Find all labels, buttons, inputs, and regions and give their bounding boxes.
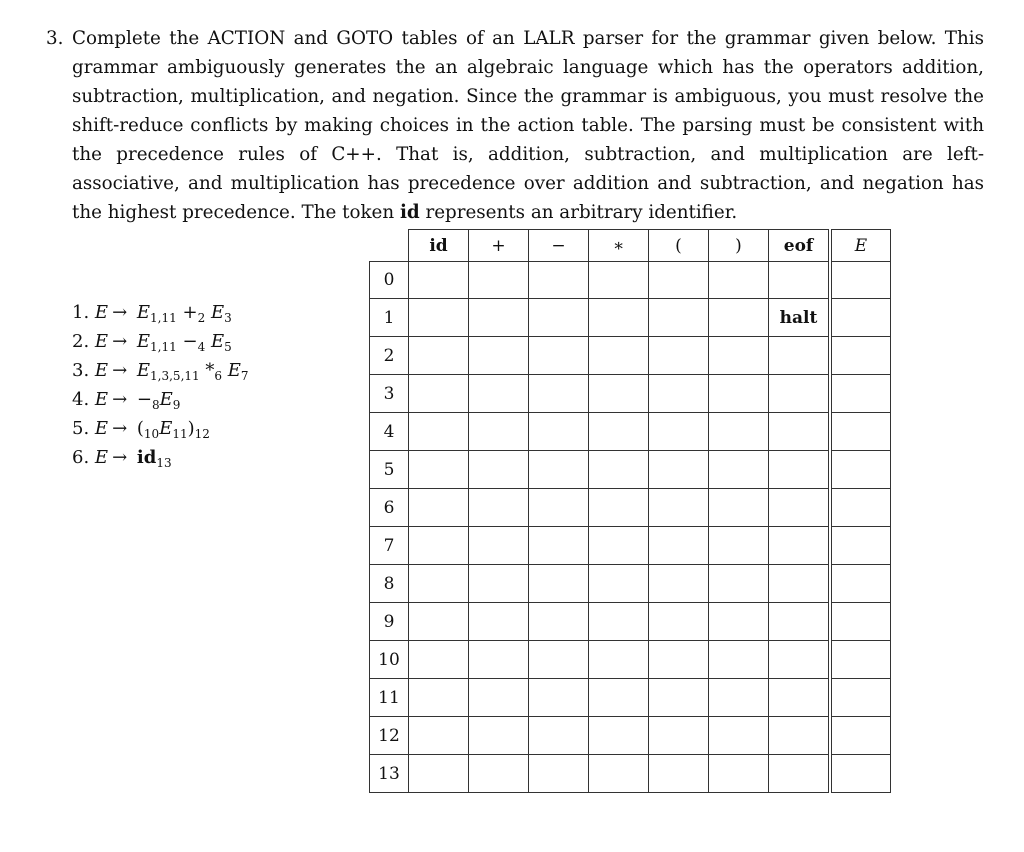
cell-times[interactable] xyxy=(589,565,649,603)
cell-eof[interactable] xyxy=(769,262,831,299)
cell-id[interactable] xyxy=(409,527,469,565)
cell-E[interactable] xyxy=(830,603,891,641)
cell-E[interactable] xyxy=(830,641,891,679)
cell-lparen[interactable] xyxy=(649,603,709,641)
cell-rparen[interactable] xyxy=(709,755,769,793)
header-goto-e: E xyxy=(830,230,891,262)
rule-operator: * xyxy=(205,360,215,381)
rule-operator: − xyxy=(136,389,152,410)
cell-E[interactable] xyxy=(830,375,891,413)
rule-state-subscript: 4 xyxy=(197,340,206,354)
state-label: 12 xyxy=(370,717,409,755)
cell-E[interactable] xyxy=(830,565,891,603)
cell-id[interactable] xyxy=(409,641,469,679)
cell-minus[interactable] xyxy=(529,413,589,451)
rule-lhs: E xyxy=(94,447,109,468)
grammar-rule-4 xyxy=(72,385,249,414)
rule-arrow: → xyxy=(112,447,128,468)
table-row xyxy=(370,755,891,793)
table-row xyxy=(370,717,891,755)
cell-plus[interactable] xyxy=(469,717,529,755)
cell-rparen[interactable] xyxy=(709,641,769,679)
cell-plus[interactable] xyxy=(469,641,529,679)
cell-minus[interactable] xyxy=(529,755,589,793)
problem-text-part2: represents an arbitrary identifier. xyxy=(425,202,738,223)
rule-lhs: E xyxy=(94,389,109,410)
rule-symbol: E xyxy=(159,418,173,439)
cell-lparen[interactable] xyxy=(649,755,709,793)
rule-number: 1. xyxy=(72,302,90,323)
cell-lparen[interactable] xyxy=(649,641,709,679)
rule-state-subscript: 12 xyxy=(194,427,210,441)
cell-rparen[interactable] xyxy=(709,337,769,375)
grammar-rule-6 xyxy=(72,443,249,472)
rule-symbol: E xyxy=(136,331,151,352)
cell-lparen[interactable] xyxy=(649,527,709,565)
rule-arrow: → xyxy=(112,360,128,381)
cell-minus[interactable] xyxy=(529,641,589,679)
header-corner xyxy=(370,230,409,262)
rule-lhs: E xyxy=(94,302,109,323)
state-label: 7 xyxy=(370,527,409,565)
rule-symbol: E xyxy=(159,389,173,410)
cell-times[interactable] xyxy=(589,603,649,641)
cell-rparen[interactable] xyxy=(709,413,769,451)
rule-state-subscript: 13 xyxy=(156,456,172,470)
cell-minus[interactable] xyxy=(529,451,589,489)
table-row xyxy=(370,299,891,337)
rule-state-subscript: 9 xyxy=(172,398,181,412)
cell-eof[interactable] xyxy=(769,679,831,717)
cell-rparen[interactable] xyxy=(709,489,769,527)
cell-E[interactable] xyxy=(830,755,891,793)
rule-state-subscript: 5 xyxy=(224,340,232,354)
table-row xyxy=(370,565,891,603)
grammar-rule-3 xyxy=(72,356,249,385)
cell-eof[interactable] xyxy=(769,413,831,451)
rule-state-subscript: 11 xyxy=(172,427,188,441)
rule-paren-close: ) xyxy=(187,418,195,439)
cell-times[interactable] xyxy=(589,641,649,679)
rule-state-subscript: 1,11 xyxy=(150,311,177,325)
table-row xyxy=(370,641,891,679)
cell-lparen[interactable] xyxy=(649,299,709,337)
header-eof: eof xyxy=(769,230,831,262)
cell-eof[interactable] xyxy=(769,527,831,565)
cell-eof[interactable]: halt xyxy=(769,299,831,337)
cell-plus[interactable] xyxy=(469,337,529,375)
rule-arrow: → xyxy=(112,389,128,410)
cell-minus[interactable] xyxy=(529,603,589,641)
cell-minus[interactable] xyxy=(529,679,589,717)
cell-times[interactable] xyxy=(589,451,649,489)
cell-eof[interactable] xyxy=(769,337,831,375)
cell-eof[interactable] xyxy=(769,451,831,489)
cell-lparen[interactable] xyxy=(649,375,709,413)
cell-lparen[interactable] xyxy=(649,451,709,489)
cell-E[interactable] xyxy=(830,527,891,565)
cell-rparen[interactable] xyxy=(709,375,769,413)
table-row xyxy=(370,413,891,451)
state-label: 0 xyxy=(370,262,409,299)
header-plus: + xyxy=(469,230,529,262)
cell-E[interactable] xyxy=(830,413,891,451)
rule-operator: + xyxy=(182,302,198,323)
cell-id[interactable] xyxy=(409,565,469,603)
cell-id[interactable] xyxy=(409,262,469,299)
cell-minus[interactable] xyxy=(529,375,589,413)
table-body xyxy=(370,262,891,793)
rule-operator: − xyxy=(182,331,198,352)
problem-number: 3. xyxy=(46,28,64,49)
grammar-rules xyxy=(72,298,249,472)
cell-id[interactable] xyxy=(409,451,469,489)
state-label: 13 xyxy=(370,755,409,793)
cell-plus[interactable] xyxy=(469,489,529,527)
rule-arrow: → xyxy=(112,302,128,323)
table-row xyxy=(370,603,891,641)
cell-times[interactable] xyxy=(589,413,649,451)
rule-state-subscript: 2 xyxy=(197,311,206,325)
rule-symbol: E xyxy=(136,302,151,323)
grammar-rule-1 xyxy=(72,298,249,327)
cell-E[interactable] xyxy=(830,489,891,527)
cell-times[interactable] xyxy=(589,375,649,413)
cell-id[interactable] xyxy=(409,299,469,337)
cell-plus[interactable] xyxy=(469,451,529,489)
rule-lhs: E xyxy=(94,331,109,352)
cell-minus[interactable] xyxy=(529,337,589,375)
cell-plus[interactable] xyxy=(469,413,529,451)
cell-id[interactable] xyxy=(409,375,469,413)
cell-E[interactable] xyxy=(830,717,891,755)
cell-E[interactable] xyxy=(830,299,891,337)
state-label: 4 xyxy=(370,413,409,451)
cell-rparen[interactable] xyxy=(709,262,769,299)
cell-eof[interactable] xyxy=(769,375,831,413)
cell-times[interactable] xyxy=(589,527,649,565)
state-label: 2 xyxy=(370,337,409,375)
rule-state-subscript: 10 xyxy=(143,427,160,441)
cell-plus[interactable] xyxy=(469,299,529,337)
state-label: 8 xyxy=(370,565,409,603)
table-row xyxy=(370,527,891,565)
cell-minus[interactable] xyxy=(529,299,589,337)
cell-lparen[interactable] xyxy=(649,679,709,717)
table-row xyxy=(370,375,891,413)
token-id: id xyxy=(399,202,420,223)
cell-E[interactable] xyxy=(830,337,891,375)
state-label: 9 xyxy=(370,603,409,641)
cell-eof[interactable] xyxy=(769,489,831,527)
rule-state-subscript: 3 xyxy=(224,311,232,325)
problem-text-part1: Complete the ACTION and GOTO tables of an LALR parser for the grammar given below. This grammar ambiguously generates the an algebraic language which has the operators addition, subtraction, multiplication, and negation. Since the grammar is ambiguous, you must resolve the shift-reduce conflicts by making choices in the action table. The parsing must be consistent with the precedence rules of C++. That is, addition, subtraction, and multiplication are left-associative, and multiplication has precedence over addition and subtraction, and negation has the highest precedence. The token xyxy=(72,28,984,223)
cell-eof[interactable] xyxy=(769,641,831,679)
rule-number: 3. xyxy=(72,360,90,381)
cell-id[interactable] xyxy=(409,755,469,793)
cell-rparen[interactable] xyxy=(709,679,769,717)
cell-times[interactable] xyxy=(589,299,649,337)
state-label: 5 xyxy=(370,451,409,489)
table-row xyxy=(370,262,891,299)
cell-id[interactable] xyxy=(409,337,469,375)
cell-lparen[interactable] xyxy=(649,565,709,603)
state-label: 6 xyxy=(370,489,409,527)
cell-eof[interactable] xyxy=(769,565,831,603)
cell-id[interactable] xyxy=(409,489,469,527)
cell-E[interactable] xyxy=(830,262,891,299)
state-label: 10 xyxy=(370,641,409,679)
cell-times[interactable] xyxy=(589,679,649,717)
cell-minus[interactable] xyxy=(529,565,589,603)
table-row xyxy=(370,489,891,527)
cell-plus[interactable] xyxy=(469,527,529,565)
table-row xyxy=(370,451,891,489)
rule-arrow: → xyxy=(112,331,128,352)
rule-number: 2. xyxy=(72,331,90,352)
cell-plus[interactable] xyxy=(469,375,529,413)
rule-state-subscript: 1,11 xyxy=(150,340,177,354)
cell-times[interactable] xyxy=(589,489,649,527)
header-minus: − xyxy=(529,230,589,262)
cell-id[interactable] xyxy=(409,413,469,451)
table-header-row xyxy=(370,230,891,262)
table-row xyxy=(370,679,891,717)
cell-id[interactable] xyxy=(409,679,469,717)
cell-times[interactable] xyxy=(589,755,649,793)
header-id: id xyxy=(409,230,469,262)
rule-symbol: E xyxy=(136,360,151,381)
rule-number: 5. xyxy=(72,418,90,439)
rule-state-subscript: 7 xyxy=(240,369,249,383)
header-rparen: ) xyxy=(709,230,769,262)
rule-number: 4. xyxy=(72,389,90,410)
cell-plus[interactable] xyxy=(469,262,529,299)
cell-minus[interactable] xyxy=(529,489,589,527)
cell-rparen[interactable] xyxy=(709,717,769,755)
rule-lhs: E xyxy=(94,418,109,439)
cell-rparen[interactable] xyxy=(709,451,769,489)
cell-eof[interactable] xyxy=(769,717,831,755)
cell-rparen[interactable] xyxy=(709,565,769,603)
rule-token: id xyxy=(136,447,157,468)
cell-lparen[interactable] xyxy=(649,717,709,755)
cell-rparen[interactable] xyxy=(709,603,769,641)
cell-eof[interactable] xyxy=(769,603,831,641)
problem-statement xyxy=(46,24,984,227)
grammar-rule-5 xyxy=(72,414,249,443)
cell-lparen[interactable] xyxy=(649,489,709,527)
cell-E[interactable] xyxy=(830,451,891,489)
state-label: 11 xyxy=(370,679,409,717)
rule-state-subscript: 8 xyxy=(151,398,160,412)
header-times: ∗ xyxy=(589,230,649,262)
rule-state-subscript: 1,3,5,11 xyxy=(150,369,200,383)
cell-times[interactable] xyxy=(589,262,649,299)
cell-rparen[interactable] xyxy=(709,527,769,565)
cell-eof[interactable] xyxy=(769,755,831,793)
state-label: 1 xyxy=(370,299,409,337)
cell-lparen[interactable] xyxy=(649,413,709,451)
cell-lparen[interactable] xyxy=(649,262,709,299)
rule-number: 6. xyxy=(72,447,90,468)
cell-plus[interactable] xyxy=(469,603,529,641)
rule-symbol: E xyxy=(210,331,225,352)
cell-minus[interactable] xyxy=(529,262,589,299)
cell-plus[interactable] xyxy=(469,679,529,717)
problem-text xyxy=(72,24,984,227)
cell-plus[interactable] xyxy=(469,565,529,603)
rule-lhs: E xyxy=(94,360,109,381)
cell-id[interactable] xyxy=(409,717,469,755)
table-row xyxy=(370,337,891,375)
rule-symbol: E xyxy=(227,360,241,381)
cell-times[interactable] xyxy=(589,717,649,755)
rule-paren-open: ( xyxy=(136,418,144,439)
cell-times[interactable] xyxy=(589,337,649,375)
grammar-rule-2 xyxy=(72,327,249,356)
rule-symbol: E xyxy=(210,302,225,323)
state-label: 3 xyxy=(370,375,409,413)
cell-id[interactable] xyxy=(409,603,469,641)
header-lparen: ( xyxy=(649,230,709,262)
cell-minus[interactable] xyxy=(529,527,589,565)
cell-lparen[interactable] xyxy=(649,337,709,375)
cell-rparen[interactable] xyxy=(709,299,769,337)
rule-state-subscript: 6 xyxy=(214,369,223,383)
rule-arrow: → xyxy=(112,418,128,439)
cell-minus[interactable] xyxy=(529,717,589,755)
cell-E[interactable] xyxy=(830,679,891,717)
cell-plus[interactable] xyxy=(469,755,529,793)
parse-table xyxy=(369,229,891,793)
